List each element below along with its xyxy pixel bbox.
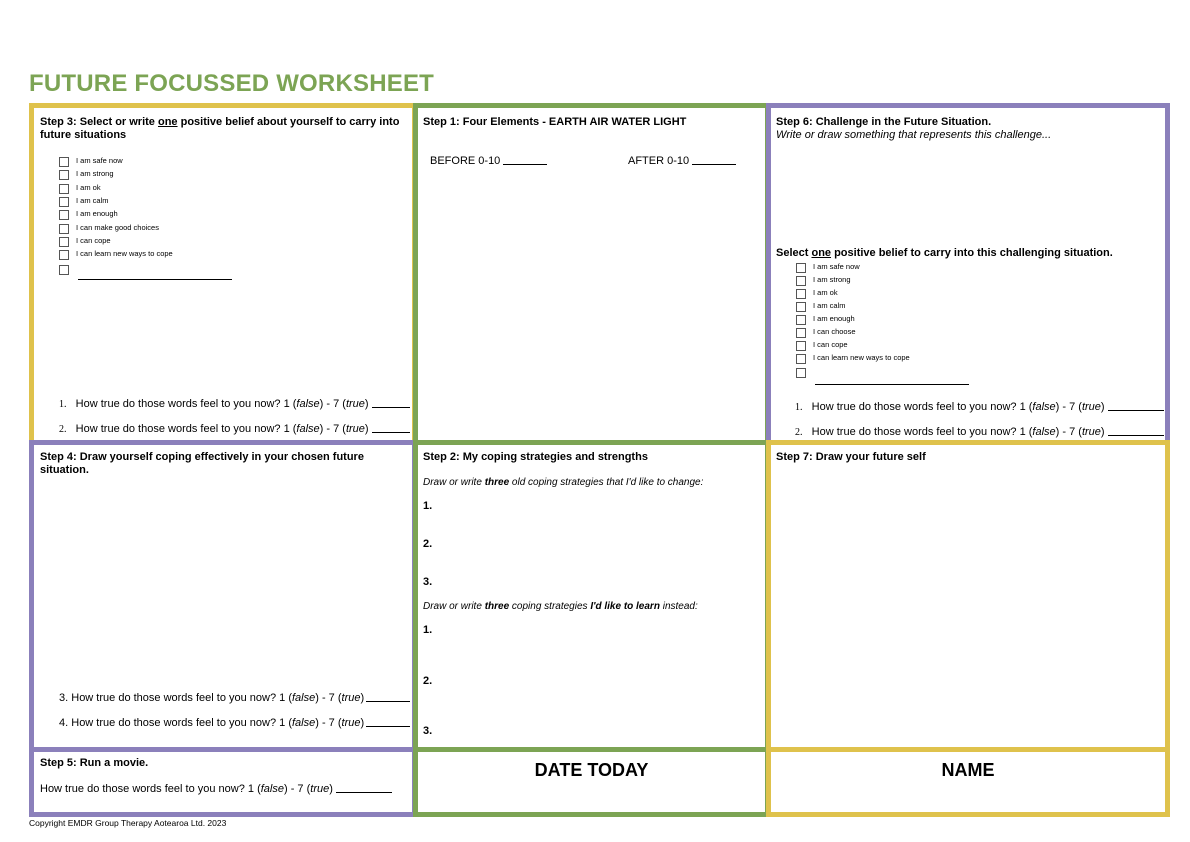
page-title: FUTURE FOCUSSED WORKSHEET — [29, 70, 435, 97]
step3-question-2: 2. How true do those words feel to you now? 1 (false) - 7 (true) — [59, 423, 369, 435]
step3-option-label: I am safe now — [76, 156, 123, 165]
step5-question: How true do those words feel to you now? 1 (false) - 7 (true) — [40, 783, 333, 795]
step6-question-2: 2. How true do those words feel to you now? 1 (false) - 7 (true) — [795, 426, 1105, 438]
step3-write-in-line[interactable] — [78, 279, 232, 280]
step4-answer-line-3[interactable] — [366, 701, 410, 702]
step2-old-item-3: 3. — [423, 576, 433, 588]
step4-question-4: 4. How true do those words feel to you now? 1 (false) - 7 (true) — [59, 717, 365, 729]
step6-checkbox[interactable] — [796, 289, 806, 299]
step7-panel — [766, 440, 1170, 752]
name-panel — [766, 747, 1170, 817]
step4-question-3: 3. How true do those words feel to you now? 1 (false) - 7 (true) — [59, 692, 365, 704]
step6-option-label: I am safe now — [813, 262, 860, 271]
step5-heading: Step 5: Run a movie. — [40, 757, 149, 769]
step3-checkbox[interactable] — [59, 224, 69, 234]
step4-answer-line-4[interactable] — [366, 726, 410, 727]
step3-checkbox[interactable] — [59, 170, 69, 180]
step6-subtitle: Write or draw something that represents this challenge... — [776, 129, 1052, 141]
step7-heading: Step 7: Draw your future self — [776, 451, 926, 463]
step2-heading: Step 2: My coping strategies and strengths — [423, 451, 648, 463]
step1-before-line[interactable] — [503, 164, 547, 165]
step6-heading: Step 6: Challenge in the Future Situation. — [776, 116, 992, 128]
step3-checkbox[interactable] — [59, 184, 69, 194]
step6-checkbox[interactable] — [796, 341, 806, 351]
step6-write-in-line[interactable] — [815, 384, 969, 385]
step6-answer-line-1[interactable] — [1108, 410, 1164, 411]
step5-answer-line[interactable] — [336, 792, 392, 793]
step2-old-instructions: Draw or write three old coping strategies that I'd like to change: — [423, 477, 704, 488]
step6-option-label: I am enough — [813, 314, 855, 323]
step6-option-label: I am strong — [813, 275, 851, 284]
step6-checkbox-other[interactable] — [796, 368, 806, 378]
step2-new-instructions: Draw or write three coping strategies I'd like to learn instead: — [423, 601, 698, 612]
step6-option-label: I am calm — [813, 301, 846, 310]
copyright-footer: Copyright EMDR Group Therapy Aotearoa Ltd. 2023 — [29, 818, 227, 828]
step1-after-label: AFTER 0-10 — [628, 155, 690, 167]
step6-checkbox[interactable] — [796, 328, 806, 338]
step2-new-item-2: 2. — [423, 675, 433, 687]
step6-option-label: I can cope — [813, 340, 848, 349]
step6-checkbox[interactable] — [796, 263, 806, 273]
step3-checkbox[interactable] — [59, 210, 69, 220]
step4-heading: Step 4: Draw yourself coping effectively in your chosen future situation. — [40, 451, 364, 476]
step2-new-item-3: 3. — [423, 725, 433, 737]
step3-answer-line-2[interactable] — [372, 432, 410, 433]
step3-answer-line-1[interactable] — [372, 407, 410, 408]
step3-option-label: I am calm — [76, 195, 109, 205]
step1-after-line[interactable] — [692, 164, 736, 165]
step6-checkbox[interactable] — [796, 315, 806, 325]
step4-panel — [29, 440, 417, 752]
step3-heading: Step 3: Select or write one positive belief about yourself to carry into future situations — [40, 116, 400, 141]
step6-panel — [766, 103, 1170, 445]
step6-answer-line-2[interactable] — [1108, 435, 1164, 436]
step6-select-heading: Select one positive belief to carry into this challenging situation. — [776, 247, 1113, 259]
date-label: DATE TODAY — [534, 760, 649, 780]
step6-checkbox[interactable] — [796, 302, 806, 312]
step3-option-label: I am enough — [76, 209, 118, 219]
step3-checkbox-other[interactable] — [59, 265, 69, 275]
step3-checkbox[interactable] — [59, 157, 69, 167]
step3-option-label: I can learn new ways to cope — [76, 249, 173, 259]
step3-question-1: 1. How true do those words feel to you now? 1 (false) - 7 (true) — [59, 398, 369, 410]
step2-old-item-2: 2. — [423, 538, 433, 550]
step6-checkbox[interactable] — [796, 354, 806, 364]
step3-checkbox[interactable] — [59, 197, 69, 207]
step1-heading: Step 1: Four Elements - EARTH AIR WATER LIGHT — [423, 116, 687, 128]
step6-option-label: I can learn new ways to cope — [813, 353, 910, 362]
step1-before-label: BEFORE 0-10 — [430, 155, 501, 167]
step3-option-label: I am strong — [76, 169, 114, 179]
step6-checkbox[interactable] — [796, 276, 806, 286]
step6-option-label: I can choose — [813, 327, 856, 336]
step6-option-label: I am ok — [813, 288, 838, 297]
step2-new-item-1: 1. — [423, 624, 433, 636]
step3-option-label: I can cope — [76, 235, 111, 245]
step3-option-label: I am ok — [76, 182, 101, 192]
name-label: NAME — [941, 760, 995, 780]
step3-panel — [29, 103, 417, 445]
step3-checkbox[interactable] — [59, 250, 69, 260]
date-panel — [413, 747, 770, 817]
step3-option-label: I can make good choices — [76, 222, 159, 232]
step6-question-1: 1. How true do those words feel to you now? 1 (false) - 7 (true) — [795, 401, 1105, 413]
step3-checkbox[interactable] — [59, 237, 69, 247]
step2-old-item-1: 1. — [423, 500, 433, 512]
